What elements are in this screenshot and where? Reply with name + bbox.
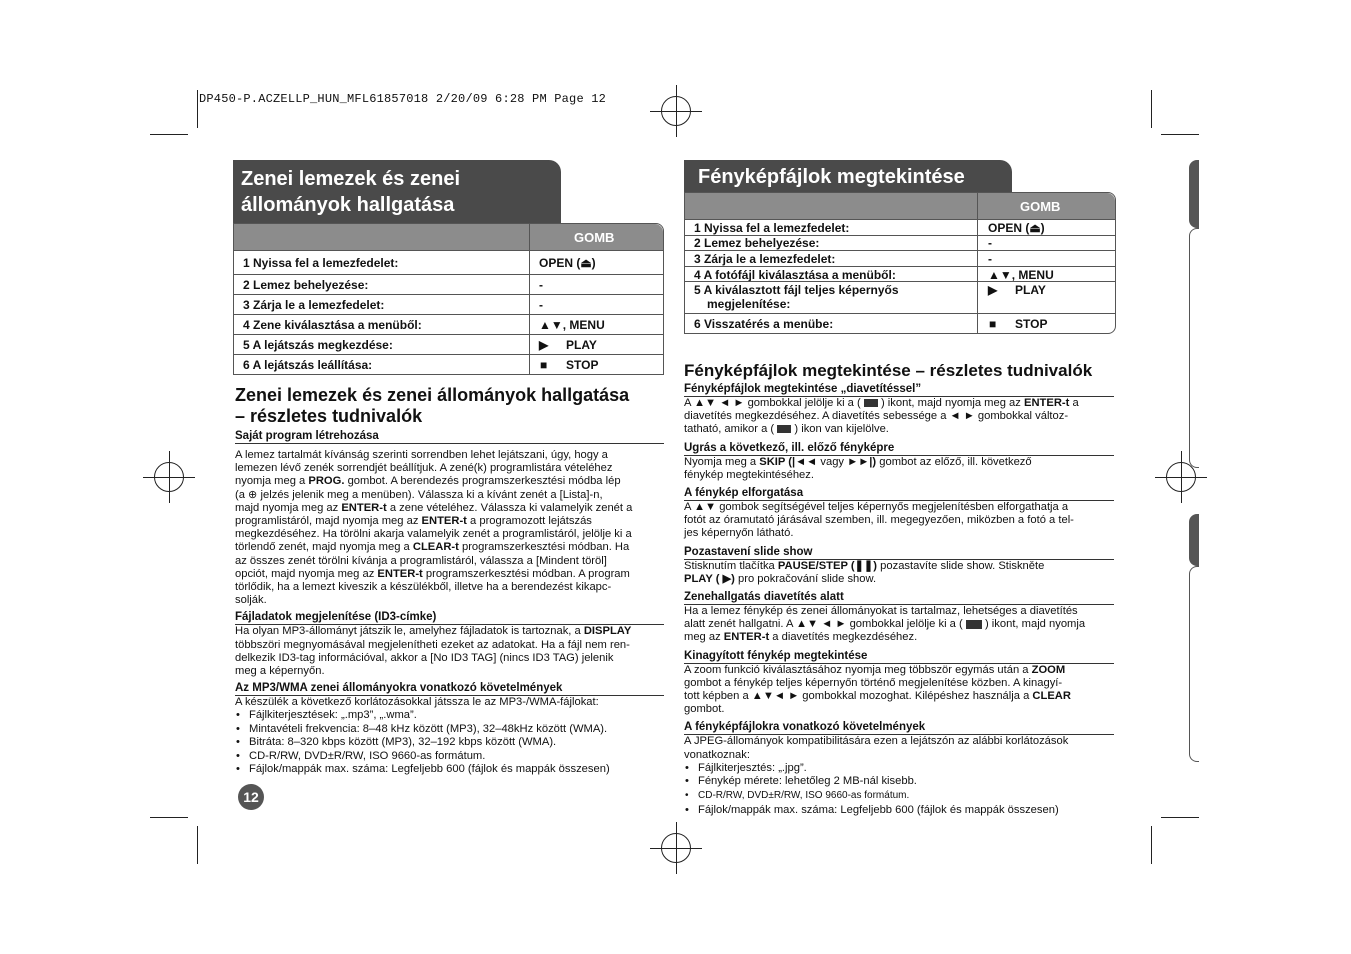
side-thumb-tab [1189, 514, 1199, 566]
left-steps-table [233, 223, 664, 375]
button-label: PLAY [1015, 283, 1046, 297]
step-label: 6 Visszatérés a menübe: [694, 317, 834, 331]
text-line [684, 573, 1114, 586]
play-icon: ▶ [539, 338, 549, 352]
registration-mark-icon [661, 833, 691, 863]
crop-mark [197, 90, 198, 128]
play-icon: ▶ [988, 283, 998, 297]
text-line [684, 690, 1114, 703]
page-number: 12 [238, 784, 264, 810]
text-line: solják. [235, 594, 267, 607]
bold-text: ) [731, 572, 735, 585]
stop-icon: ■ [540, 358, 548, 372]
right-section-title: Fényképfájlok megtekintése – részletes tudnivalók [684, 361, 1093, 380]
print-header: DP450-P.ACZELLP_HUN_MFL61857018 2/20/09 6:28 PM Page 12 [199, 92, 607, 106]
table-row [234, 354, 663, 375]
paragraph-requirements: A készülék a következő korlátozásokkal játssza le az MP3-/WMA-fájlokat: [235, 696, 599, 709]
text-line: Ha a lemez fénykép és zenei állományokat is tartalmaz, lehetséges a diavetítés [684, 605, 1078, 618]
table-row [685, 250, 1115, 266]
text-line [235, 515, 664, 528]
text-line: A JPEG-állományok kompatibilitására ezen a lejátszón az alábbi korlátozások [684, 735, 1069, 748]
paragraph-jpeg [684, 735, 1114, 761]
table-row [685, 313, 1115, 334]
table-header-label: GOMB [1020, 199, 1061, 214]
button-label: - [539, 278, 543, 292]
subheading: Pozastavení slide show [684, 546, 1114, 560]
text-line [235, 502, 664, 515]
text: tatható, amikor a ( [684, 423, 775, 436]
text: meg az [684, 631, 721, 644]
crop-mark [1151, 90, 1152, 128]
bold-text: ENTER-t [421, 515, 467, 528]
text: a [1072, 397, 1079, 409]
paragraph-zoom [684, 664, 1114, 717]
photo-music-icon [966, 620, 982, 629]
table-header-label: GOMB [574, 230, 615, 245]
list-item: • Fájlok/mappák max. száma: Legfeljebb 600 (fájlok és mappák összesen) [235, 763, 664, 776]
subheading: Ugrás a következő, ill. előző fényképre [684, 442, 1114, 456]
text-line: lemezen lévő zenék sorrendjét beállítjuk. A zené(k) programlistára vételéhez [235, 462, 613, 475]
subheading: Saját program létrehozása [235, 430, 664, 444]
button-label: OPEN (⏏) [988, 221, 1045, 235]
bold-text: PAUSE/STEP (❚❚) [777, 559, 878, 572]
text-line: gombot. [684, 703, 725, 716]
step-label: 1 Nyissa fel a lemezfedelet: [243, 256, 399, 270]
text-line [684, 560, 1114, 573]
text-line: A ▲▼ gombok segítségével teljes képernyős megjelenítésben elforgathatja a [684, 501, 1069, 514]
text: nyomja meg a [235, 475, 306, 488]
text-line: diavetítés megkezdéséhez. A diavetítés sebessége a ◄ ► gombokkal változ- [684, 410, 1069, 423]
left-tab-title-line2: állományok hallgatása [241, 194, 455, 216]
button-label: PLAY [566, 338, 597, 352]
text-line: többszöri megnyomásával megjelenítheti ezeket az adatokat. Ha a fájl nem ren- [235, 638, 630, 651]
button-label: ▲▼, MENU [988, 268, 1054, 282]
paragraph-rotate [684, 501, 1114, 541]
step-label: 6 A lejátszás leállítása: [243, 358, 373, 372]
table-row [685, 219, 1115, 235]
crop-mark [1151, 826, 1152, 864]
text: vagy [820, 455, 845, 468]
text-line: delkezik ID3-tag információval, akkor a [No ID3 TAG] (nincs ID3 TAG) jelenik [235, 651, 614, 664]
list-item: • CD-R/RW, DVD±R/RW, ISO 9660-as formátum. [235, 750, 664, 763]
step-label: 2 Lemez behelyezése: [694, 236, 820, 250]
text: tott képben a ▲▼◄ ► gombokkal mozoghat. Kilépéshez használja a [684, 690, 1030, 703]
text: alatt zenét hallgatni. A ▲▼ ◄ ► gombokkal jelölje ki a ( [684, 618, 963, 631]
crop-mark [197, 826, 198, 864]
subheading: Az MP3/WMA zenei állományokra vonatkozó követelmények [235, 682, 664, 696]
text: A zoom funkció kiválasztásához nyomja meg többször egymás után a [684, 663, 1029, 676]
list-item: • Bitráta: 8–320 kbps között (MP3), 32–192 kbps között (WMA). [235, 736, 664, 749]
text-line [684, 456, 1114, 469]
text-line [235, 541, 664, 554]
text: opciót, majd nyomja meg az [235, 567, 375, 580]
button-label: - [539, 298, 543, 312]
text-line [235, 568, 664, 581]
text: programszerkesztési módban. Ha [461, 541, 630, 554]
text: Stisknutím tlačítka [684, 559, 775, 572]
step-label: 4 A fotófájl kiválasztása a menüből: [694, 268, 896, 282]
bold-text: PROG. [308, 475, 345, 488]
text-line [684, 423, 1114, 436]
registration-mark-icon [661, 96, 691, 126]
button-label: ▲▼, MENU [539, 318, 605, 332]
text: majd nyomja meg az [235, 501, 339, 514]
paragraph-id3 [235, 625, 664, 678]
list-item: • Fájlkiterjesztés: „.jpg”. [684, 762, 1114, 775]
list-item: • Fénykép mérete: lehetőleg 2 MB-nál kisebb. [684, 775, 1114, 788]
list-item: • CD-R/RW, DVD±R/RW, ISO 9660-as formátum. [684, 789, 1114, 802]
right-steps-table [684, 192, 1116, 334]
side-thumb-tab [1189, 160, 1199, 228]
text: a diavetítés megkezdéséhez. [772, 631, 918, 644]
text-line [235, 625, 664, 638]
button-label: - [988, 252, 992, 266]
side-thumb-tab-outline [1189, 228, 1199, 468]
text: ) ikont, majd nyomja [984, 618, 1086, 631]
table-row [685, 266, 1115, 281]
text: törlendő zenét, majd nyomja meg a [235, 541, 410, 554]
step-label: 5 A kiválasztott fájl teljes képernyős [694, 283, 899, 297]
section-title-line2: – részletes tudnivalók [235, 406, 423, 426]
bold-text: ENTER-t [1023, 397, 1070, 409]
text: Nyomja meg a [684, 455, 757, 468]
bold-text: ENTER-t [723, 631, 770, 644]
step-label: 5 A lejátszás megkezdése: [243, 338, 393, 352]
table-header-row [234, 224, 663, 250]
photo-icon [777, 425, 791, 433]
paragraph-music [684, 605, 1114, 645]
step-label: 4 Zene kiválasztása a menüből: [243, 318, 422, 332]
left-tab-title [233, 160, 561, 224]
text-line: fotót az óramutató járásával szemben, ill. megegyezően, miközben a fotó a tel- [684, 514, 1074, 527]
stop-icon: ■ [989, 317, 997, 331]
subheading: A fényképfájlokra vonatkozó követelmények [684, 721, 1114, 735]
paragraph-pause [684, 560, 1114, 586]
text: Ha olyan MP3-állományt játszik le, amelyhez fájladatok is tartoznak, a [235, 625, 581, 638]
step-label: 3 Zárja le a lemezfedelet: [243, 298, 385, 312]
text: gombot az előző, ill. következő [879, 455, 1032, 468]
text-line: jes képernyőn látható. [684, 527, 794, 540]
table-row [685, 235, 1115, 250]
bold-text: PLAY ( [684, 572, 720, 585]
subheading: Zenehallgatás diavetítés alatt [684, 591, 1114, 605]
bold-text: ENTER-t [377, 567, 423, 580]
bold-text: SKIP (|◄◄ [759, 455, 818, 468]
text-line: (a ⊕ jelzés jelenik meg a menüben). Válassza ki a kívánt zenét a [Lista]-n, [235, 488, 603, 501]
text: ) ikont, majd nyomja meg az [880, 397, 1021, 409]
text: programszerkesztési módban. A program [425, 567, 630, 580]
table-row [234, 334, 663, 354]
step-label: 1 Nyissa fel a lemezfedelet: [694, 221, 850, 235]
button-label: STOP [1015, 317, 1048, 331]
left-body [235, 430, 664, 776]
right-tab-title: Fényképfájlok megtekintése [684, 160, 1012, 194]
text-line [684, 397, 1114, 410]
text-line: A lemez tartalmát kívánság szerinti sorrendben lehet lejátszani, úgy, hogy a [235, 449, 608, 461]
paragraph-slideshow [684, 397, 1114, 437]
left-section-title [235, 385, 675, 427]
table-row [234, 294, 663, 314]
step-label-line2: megjelenítése: [707, 297, 791, 311]
table-row [685, 281, 1115, 313]
side-thumb-tab-outline [1189, 566, 1199, 762]
bold-text: ENTER-t [341, 501, 387, 514]
left-tab-title-line1: Zenei lemezek és zenei [241, 168, 461, 190]
step-label: 2 Lemez behelyezése: [243, 278, 369, 292]
table-row [234, 274, 663, 294]
text-line [684, 618, 1114, 631]
table-header-row [685, 193, 1115, 219]
list-item: • Fájlkiterjesztések: „.mp3”, „.wma”. [235, 709, 664, 722]
text-line: az összes zenét törölni kívánja a programlistáról, válassza a [Mindent töröl] [235, 554, 607, 567]
bold-text: DISPLAY [583, 625, 632, 638]
text: a programozott lejátszás [470, 515, 592, 528]
button-label: STOP [566, 358, 599, 372]
text: pozastavíte slide show. Stiskněte [880, 559, 1045, 572]
subheading: Fényképfájlok megtekintése „diavetítéssel” [684, 383, 1114, 397]
bold-text: ZOOM [1031, 663, 1066, 676]
play-icon: ▶ [722, 572, 732, 585]
button-label: OPEN (⏏) [539, 256, 596, 270]
right-body [684, 383, 1114, 817]
crop-mark [1161, 134, 1199, 135]
text-line: törlődik, ha a lemezt kiveszik a készülékből, illetve ha a berendezést kikapc- [235, 581, 612, 594]
text-line: megkezdéséhez. Ha törölni akarja valamelyik zenét a programlistáról, jelölje ki a [235, 528, 632, 541]
button-label: - [988, 236, 992, 250]
bold-text: ►►|) [847, 455, 877, 468]
crop-mark [1161, 817, 1199, 818]
text: ) ikon van kijelölve. [794, 423, 889, 436]
list-item: • Fájlok/mappák max. száma: Legfeljebb 600 (fájlok és mappák összesen) [684, 804, 1114, 817]
crop-mark [150, 134, 188, 135]
registration-mark-icon [154, 462, 184, 492]
bold-text: CLEAR [1032, 690, 1071, 703]
text: programlistáról, majd nyomja meg az [235, 515, 419, 528]
list-item: • Mintavételi frekvencia: 8–48 kHz között (MP3), 32–48kHz között (WMA). [235, 723, 664, 736]
photo-icon [864, 399, 878, 407]
table-row [234, 314, 663, 334]
text-line: vonatkoznak: [684, 748, 750, 761]
text-line: meg a képernyőn. [235, 665, 325, 678]
text-line: fénykép megtekintéséhez. [684, 468, 814, 481]
bold-text: CLEAR-t [412, 541, 459, 554]
table-row [234, 250, 663, 274]
text-line [684, 631, 1114, 644]
text: A ▲▼ ◄ ► gombokkal jelölje ki a ( [684, 397, 861, 409]
paragraph-program [235, 449, 664, 607]
text: gombot. A berendezés programszerkesztési módba lép [347, 475, 621, 488]
text-line: gombot a fénykép teljes képernyőn történő megjelenítése közben. A kinagyí- [684, 676, 1063, 689]
crop-mark [150, 817, 188, 818]
subheading: Fájladatok megjelenítése (ID3-címke) [235, 611, 664, 625]
text-line [684, 664, 1114, 677]
subheading: A fénykép elforgatása [684, 487, 1114, 501]
text: a zene vételéhez. Válassza ki valamelyik zenét a [389, 501, 633, 514]
section-title-line1: Zenei lemezek és zenei állományok hallgatása [235, 385, 630, 405]
subheading: Kinagyított fénykép megtekintése [684, 650, 1114, 664]
text: pro pokračování slide show. [738, 572, 877, 585]
text-line [235, 475, 664, 488]
paragraph-skip [684, 456, 1114, 482]
step-label: 3 Zárja le a lemezfedelet: [694, 252, 836, 266]
